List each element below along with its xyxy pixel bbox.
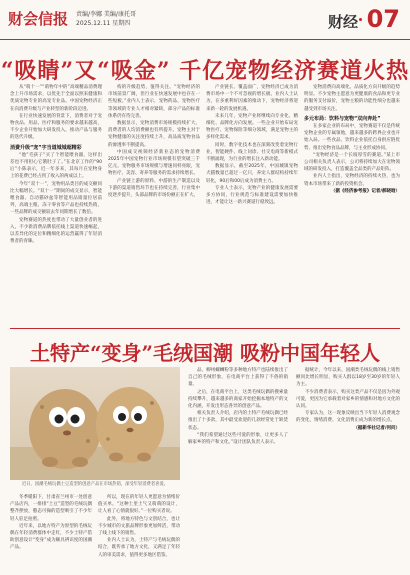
paragraph: 不少消费者表示，购买这类产品不仅是因为外观可爱，更因为它承载着对家乡的情感和对地方文化的认同。	[296, 389, 400, 410]
article1-headline: “吸睛”又“吸金” 千亿宠物经济赛道火热	[0, 58, 410, 84]
paragraph: 在行业快速发展的背景下，消费者对于宠物食品、用品、医疗和服务的要求越来越高，不少企业开始加大研发投入，推动产品与服务的迭代升级。	[10, 113, 102, 141]
masthead	[0, 0, 410, 40]
paragraph: 近年来，以地方特产为原型的毛绒玩偶在年轻消费群体中走红，不少土特产借助创意设计“变身”成为颇具辨识度的国潮产品。	[10, 523, 92, 551]
masthead-meta	[76, 10, 136, 28]
paragraph: “我们希望通过这些可爱的形象，让更多人了解家乡的特产和文化。”设计团队负责人表示。	[188, 432, 288, 446]
photo-caption: 近日，国潮毛绒玩偶土豆造型的创意产品在市场热销，深受年轻消费者喜爱。	[21, 482, 169, 487]
newspaper-logo: 财会信报	[8, 10, 69, 28]
article2-column-2	[98, 494, 180, 570]
paragraph: 产业链上游的原料、中游的生产制造以及下游的渠道销售环节也在持续完善，行业集中度逐步提升，头部品牌的市场份额正在扩大。	[108, 178, 200, 199]
article1-column-2	[108, 84, 200, 324]
paragraph: 未来几年，宠物产业将继续向专业化、精细化、品牌化方向发展。一些企业开始布局宠物医疗、宠物保险等细分领域，满足宠物主的多样化需求。	[206, 113, 298, 141]
article2-column-3	[188, 367, 288, 570]
editor-line: 责编/李娜 美编/康托哥	[76, 11, 136, 18]
paragraph: 宠物赛道的热度也带动了大量创业者的进入，不少新消费品牌依托线上渠道快速崛起，以差异化的定位和精细化的运营赢得了年轻消费者的青睐。	[10, 217, 102, 245]
paragraph: “宠物经济是一个长坡厚雪的赛道。”某上市公司相关负责人表示，公司将持续加大在宠物领域的研发投入，打造覆盖全品类的产品矩阵。	[304, 152, 400, 173]
subhead: 消费升级“宠”字当道城城超精彩	[10, 144, 82, 151]
section-dot-icon	[359, 18, 362, 21]
paragraph: 今年“双十一”，宠物用品类目的成交额同比大幅增长。“双十一”期间的成交显示，智能喂食器、自动猫砂盆等智能用品销量位居前列，高端主粮、冻干零食等产品也持续热销，一些品牌的成交额较去年同期增长了数倍。	[10, 181, 102, 216]
article2-column-4	[296, 367, 400, 570]
paragraph: 之后，在电商平台上，这类毛绒玩偶的搜索量持续攀升，越来越多的商家开始挖掘本地特产的文化内涵，开发出形态各异的创意产品。	[188, 389, 288, 410]
article-divider	[10, 328, 400, 329]
paragraph: 构的升级趋势，值得关注。“宠物经济的市场前景广阔，但行业在快速发展中也存在一些短板。”业内人士表示，宠物药品、宠物医疗等领域的专业人才相对紧缺，部分产品的标准体系仍有待完善。	[108, 85, 200, 119]
date-line: 2025.12.11 星期四	[76, 20, 131, 27]
byline: （据《经济参考报》记者/郝晓晗）	[330, 188, 400, 194]
paragraph: 品、柳州螺蛳粉等多种地方特产也陆续推出了自己的毛绒形象，在电商平台上获得了不俗的销量。	[188, 368, 288, 388]
article2-column-1	[10, 494, 92, 570]
paragraph: 此外，将地方特色与文创结合，也让不少城市的文旅品牌形象更加鲜活，带动了线上线下的销售。	[98, 516, 180, 537]
paragraph: 同时，数字化技术也在深刻改变着宠物行业，智能硬件、线上问诊、社交电商等新模式不断涌现，为行业的增长注入新动能。	[206, 142, 298, 163]
page-number: 07	[366, 5, 400, 33]
paragraph: 所以，现在的年轻人更愿意为情绪价值买单。“这种土里土气又萌萌的设计，让人看了心情就很好。”一位购买者说。	[98, 495, 180, 515]
paragraph: 在多家企业的布局中，宠物赛道不仅是传统宠物企业的专属领地，越来越多的跨界企业也开始入局。一些食品、饮料企业依托自身供应链优势，推出宠物食品品牌，与主业形成协同。	[304, 124, 400, 151]
plush-toys-photo	[10, 367, 180, 480]
article1-column-1	[10, 84, 102, 324]
section-title: 财经	[327, 13, 358, 31]
paragraph: 业内人士指出，宠物经济的持续火热，也为资本市场带来了新的投资机会。	[304, 174, 400, 187]
paragraph: 业内人士认为，土特产与毛绒玩偶的结合，既传承了地方文化，又满足了年轻人的审美需求，值得更多地区借鉴。	[98, 538, 180, 558]
paragraph: 冬季暖阳下，甘肃省兰州市一处创意产品店内，一排排“土豆”造型的毛绒玩偶整齐摆放，憨态可掬的造型吸引了不少年轻人驻足拍照。	[10, 495, 92, 522]
paragraph: 数据显示，截至2025年，中国城镇宠物犬猫数量已超过一亿只，养宠人群结构持续年轻化，90后和00后成为消费主力。	[206, 164, 298, 184]
paragraph: 专家认为，这一现象反映出当下年轻人消费观念的变化，情绪消费、文化消费正成为新的增长点。	[296, 411, 400, 424]
paragraph: “他”毛孩子”买了个智能喂食器，这样出差也不用担心它饿肚子了。”在北京工作的“90后”小陈表示，近一年多来，其每月在宠物身上的花费已经占到了收入的两成以上。	[10, 152, 102, 180]
paragraph: 产业链长、覆盖面广，宠物经济已成为消费市场中一个不可忽视的增长极。业内人士认为，在多重利好因素的推动下，宠物经济将迎来新一轮的发展机遇。	[206, 85, 298, 112]
paragraph: 数据显示，宠物消费市场规模持续扩大，消费者的人均消费额也有所提升。宠物主对于宠物健康的关注度持续上升，高品质宠物食品的渗透率不断提高。	[108, 121, 200, 148]
byline: （据新华社记者/何问）	[353, 425, 400, 431]
paragraph: 中国成交视频经济新业态的宠物消费2025年中国宠物行业市场规模有望突破三千亿元。宠物服务市场规模与增速同样亮眼，宠物医疗、美容、寄养等服务的需求持续增长。	[108, 149, 200, 177]
article1-column-3	[206, 84, 298, 324]
paragraph: 从“萌十一”“萌物年中的”高端精品消费理念上升市场需求，以优先于全面以照来健康和优质宠物专业的高宠专业品。中国宠物经济正在向消费升级与产业转型的新阶段迈进。	[10, 85, 102, 112]
paragraph: 专业人士表示，宠物产业的健康发展需要多方协同，行业规范与标准建设需要加快推进，才能让这一新兴赛道行稳致远。	[206, 185, 298, 206]
paragraph: 相关负责人介绍，店内的土特产毛绒玩偶已经推出了十多款，其中最受欢迎的几款经常处于缺货状态。	[188, 411, 288, 431]
article2-headline: 土特产“变身”毛绒国潮 吸粉中国年轻人	[30, 341, 380, 365]
paragraph: 宠物消费向高端化、品质化方向升级的趋势明显。不少宠物主愿意为更健康的食品和更专业的服务支付溢价，宠物主粮的功能性细分也越来越受到市场关注。	[304, 85, 400, 112]
article1-column-4	[304, 84, 400, 324]
paragraph: 据统计，今年以来，国潮类毛绒玩偶的线上销售额同比增长明显，购买人群以18岁至30岁的年轻人为主。	[296, 368, 400, 388]
subhead: 多元布局：饮料与宠物“双向奔赴”	[304, 115, 381, 122]
